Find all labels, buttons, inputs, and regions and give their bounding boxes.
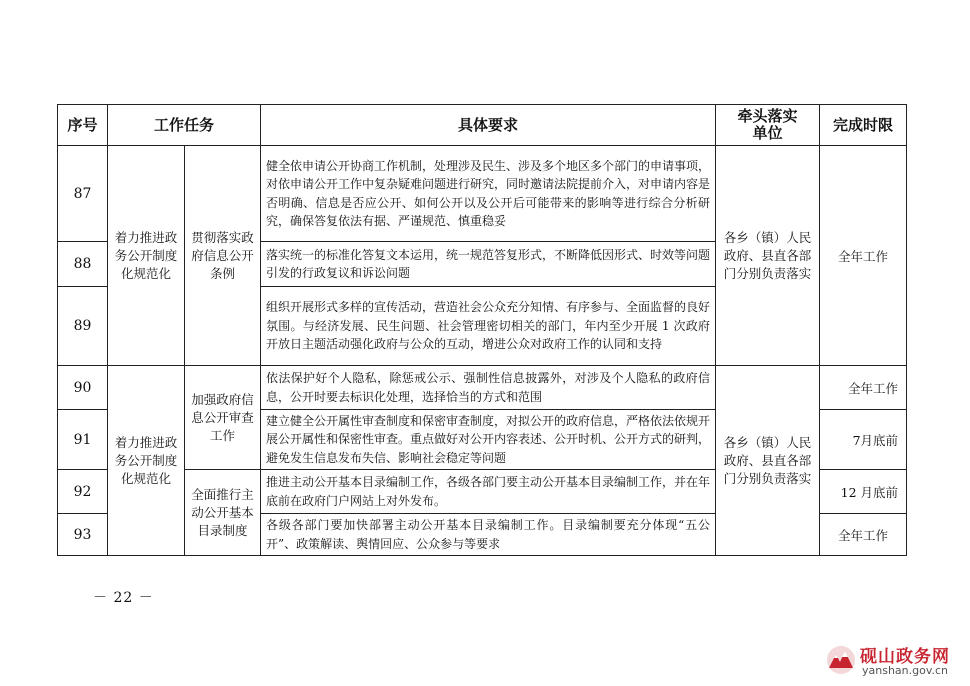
deadline: 全年工作 [820,146,907,366]
header-task: 工作任务 [108,105,261,146]
watermark-title: 砚山政务网 [860,647,950,667]
table-row [58,146,907,242]
header-lead-unit: 牵头落实单位 [716,105,820,146]
row-number: 91 [58,410,108,470]
requirement-text: 健全依申请公开协商工作机制，处理涉及民生、涉及多个地区多个部门的申请事项，对依申请公开工作中复杂疑难问题进行研究，同时邀请法院提前介入，对申请内容是否明确、信息是否应公开、如何公开以及公开后可能带来的影响等进行综合分析研究，确保答复依法有据、严谨规范、慎重稳妥 [261,146,716,242]
site-watermark[interactable] [826,642,960,680]
row-number: 93 [58,514,108,556]
requirement-text: 组织开展形式多样的宣传活动，营造社会公众充分知情、有序参与、全面监督的良好氛围。与经济发展、民生问题、社会管理密切相关的部门，年内至少开展 1 次政府开放日主题活动强化政府与公众的互动，增进公众对政府工作的认同和支持 [261,287,716,366]
lead-unit: 各乡（镇）人民政府、县直各部门分别负责落实 [716,146,820,366]
row-number: 88 [58,242,108,287]
header-requirement: 具体要求 [261,105,716,146]
page-number: － 22 － [93,590,154,606]
row-number: 90 [58,366,108,410]
header-deadline: 完成时限 [820,105,907,146]
row-number: 89 [58,287,108,366]
task-category: 着力推进政务公开制度化规范化 [108,146,185,366]
header-row [58,105,907,146]
table-row [58,366,907,410]
requirement-text: 推进主动公开基本目录编制工作，各级各部门要主动公开基本目录编制工作，并在年底前在政府门户网站上对外发布。 [261,470,716,514]
requirement-text: 各级各部门要加快部署主动公开基本目录编制工作。目录编制要充分体现“五公开”、政策解读、舆情回应、公众参与等要求 [261,514,716,556]
task-subcategory: 全面推行主动公开基本目录制度 [185,470,261,556]
mountain-logo-icon [826,642,856,678]
task-category: 着力推进政务公开制度化规范化 [108,366,185,556]
deadline: 7月底前 [820,410,907,470]
watermark-url: yanshan.gov.cn [862,664,949,677]
deadline: 12 月底前 [820,470,907,514]
header-no: 序号 [58,105,108,146]
task-table [57,104,907,556]
requirement-text: 依法保护好个人隐私，除惩戒公示、强制性信息披露外，对涉及个人隐私的政府信息，公开时要去标识化处理，选择恰当的方式和范围 [261,366,716,410]
deadline: 全年工作 [820,514,907,556]
requirement-text: 落实统一的标准化答复文本运用，统一规范答复形式，不断降低因形式、时效等问题引发的行政复议和诉讼问题 [261,242,716,287]
task-subcategory: 加强政府信息公开审查工作 [185,366,261,470]
row-number: 92 [58,470,108,514]
task-subcategory: 贯彻落实政府信息公开条例 [185,146,261,366]
deadline: 全年工作 [820,366,907,410]
lead-unit: 各乡（镇）人民政府、县直各部门分别负责落实 [716,366,820,556]
requirement-text: 建立健全公开属性审查制度和保密审查制度，对拟公开的政府信息，严格依法依规开展公开属性和保密性审查。重点做好对公开内容表述、公开时机、公开方式的研判，避免发生信息发布失信、影响社会稳定等问题 [261,410,716,470]
row-number: 87 [58,146,108,242]
